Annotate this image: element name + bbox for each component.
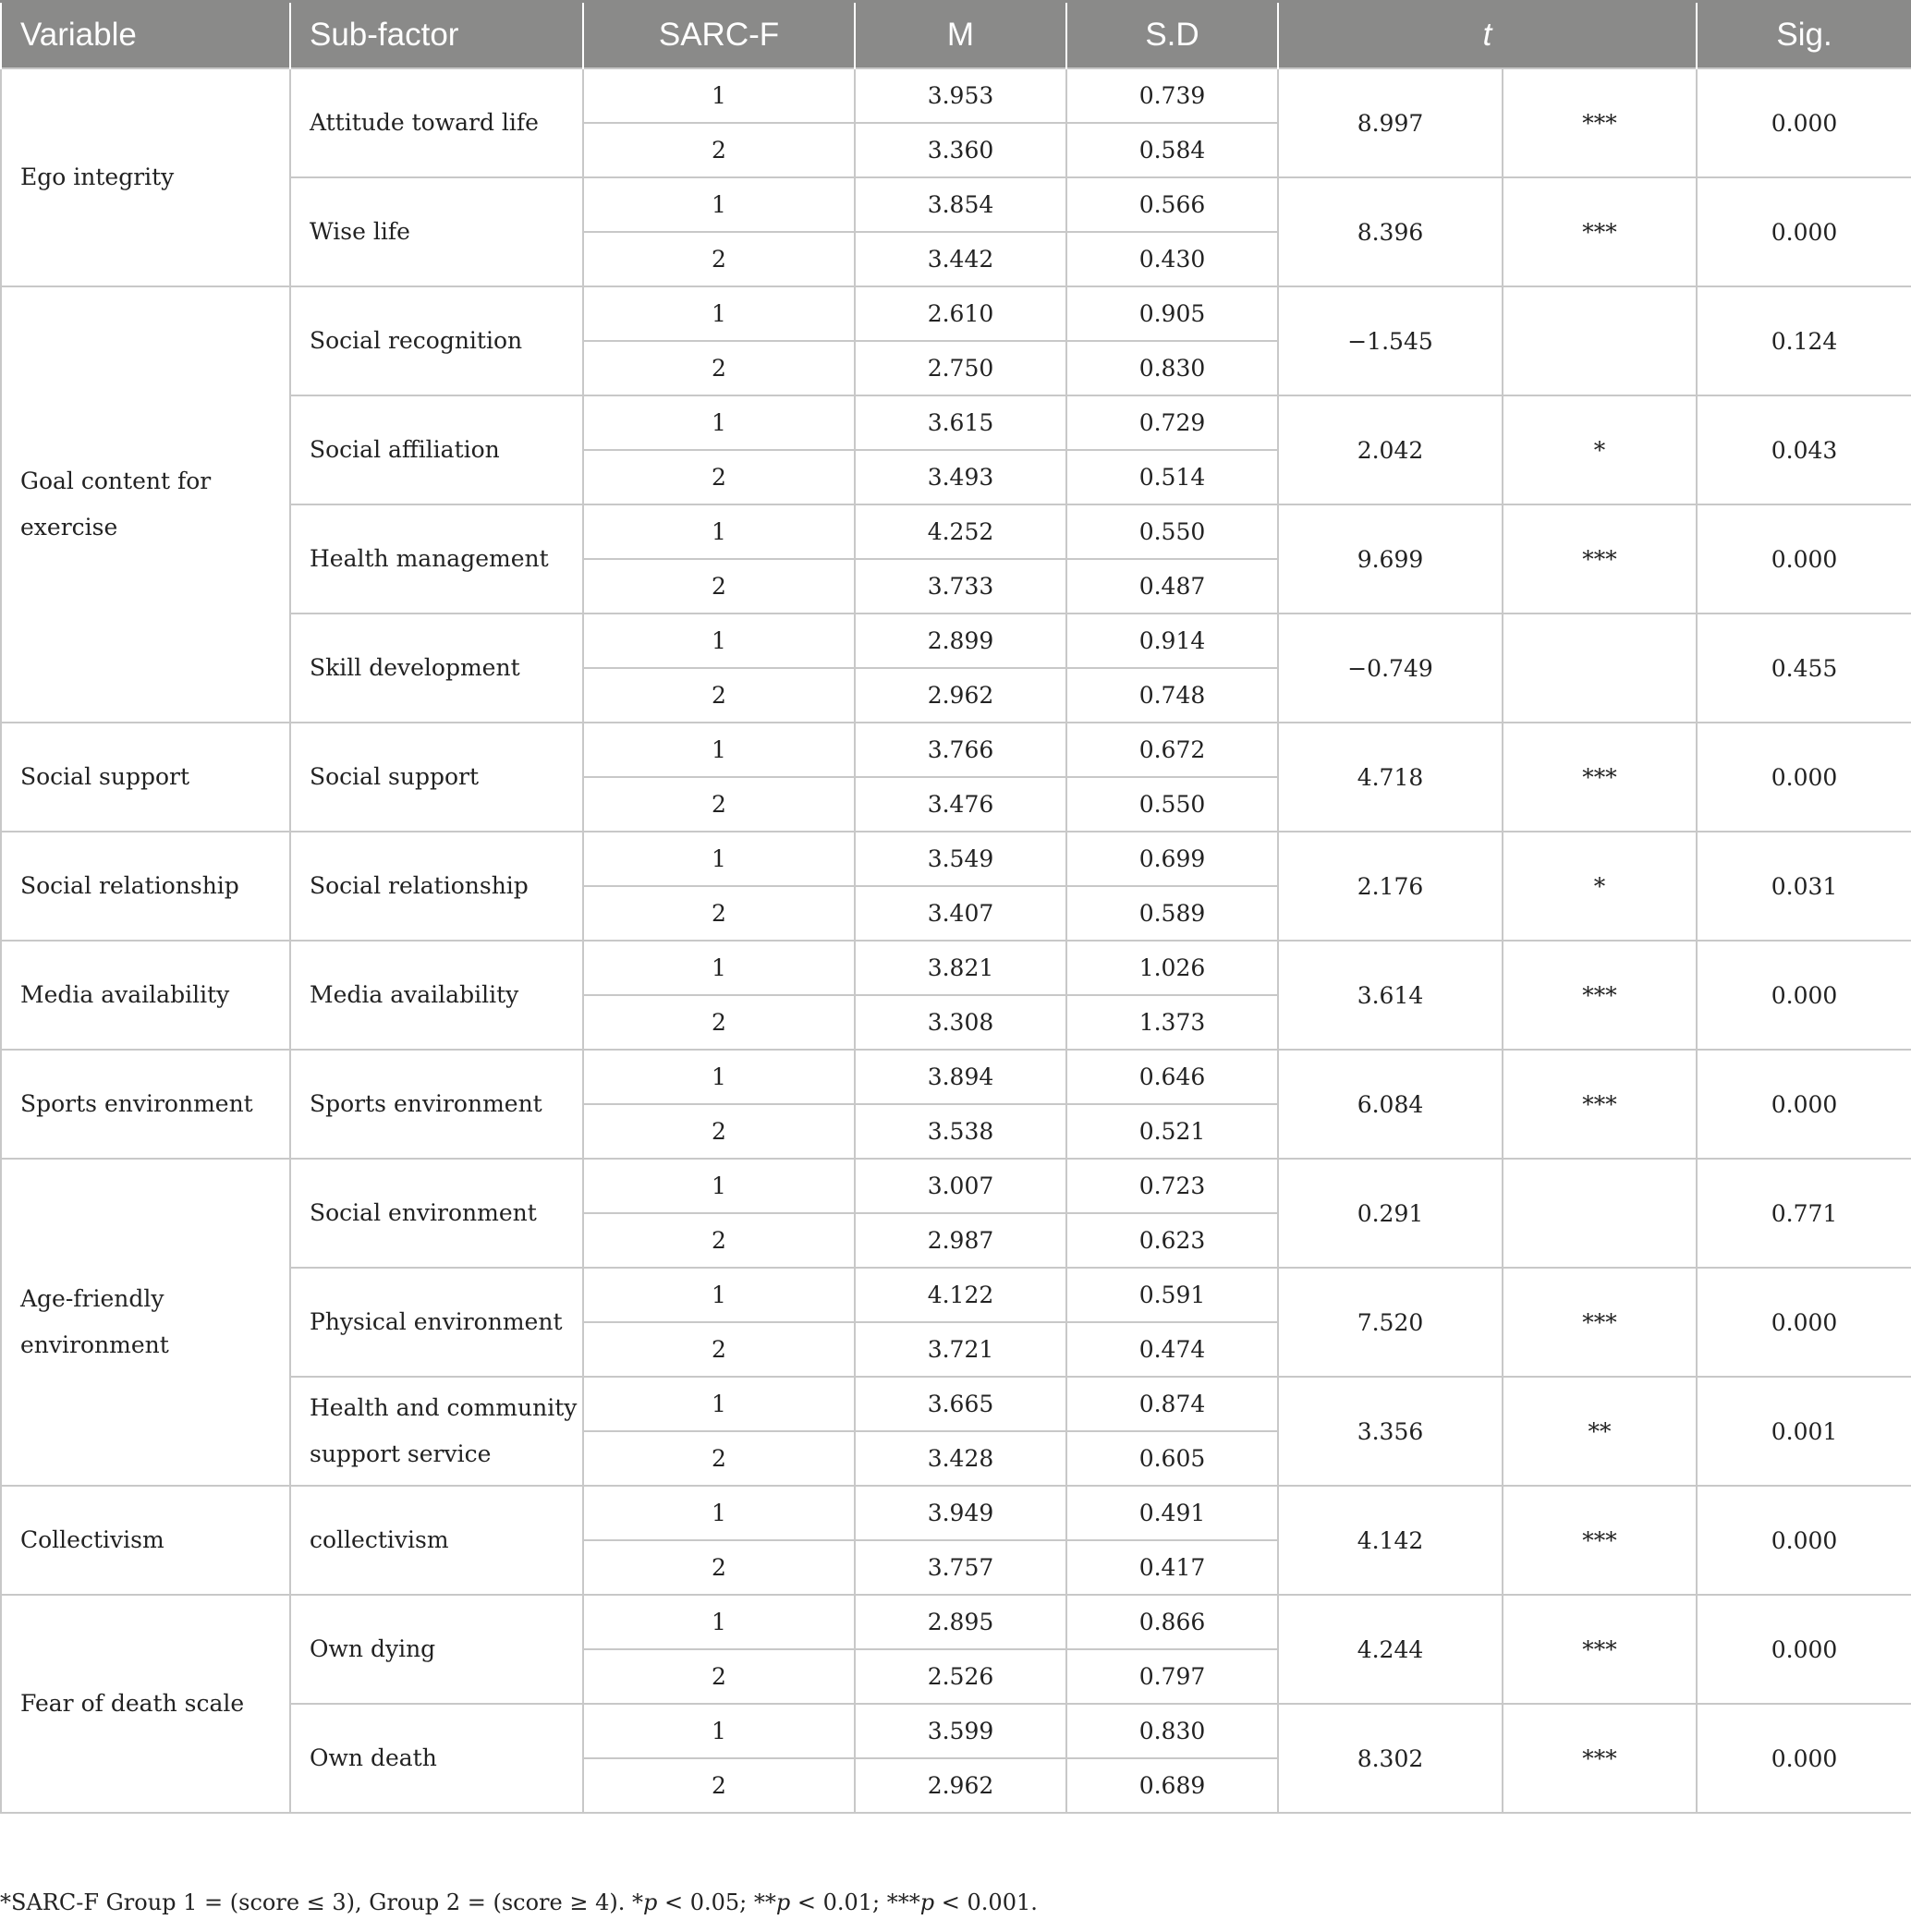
- sig-value-cell: 0.124: [1697, 286, 1911, 395]
- sarc-f-group-cell: 2: [583, 450, 855, 504]
- sub-factor-cell: Health and community support service: [290, 1377, 583, 1486]
- sd-cell: 0.830: [1066, 341, 1278, 395]
- sarc-f-group-cell: 1: [583, 723, 855, 777]
- t-value-cell: 8.396: [1278, 177, 1503, 286]
- significance-mark-cell: ***: [1503, 941, 1697, 1050]
- sd-cell: 0.491: [1066, 1486, 1278, 1540]
- sig-value-cell: 0.000: [1697, 177, 1911, 286]
- variable-cell: Social support: [1, 723, 290, 832]
- mean-cell: 3.615: [855, 395, 1066, 450]
- sd-cell: 0.874: [1066, 1377, 1278, 1431]
- sig-value-cell: 0.031: [1697, 832, 1911, 941]
- sd-cell: 0.723: [1066, 1159, 1278, 1213]
- footnote: [0, 1889, 1038, 1915]
- sarc-f-group-cell: 1: [583, 1159, 855, 1213]
- table-row: [1, 832, 1911, 886]
- mean-cell: 3.757: [855, 1540, 1066, 1595]
- header-sub-factor: Sub-factor: [290, 2, 583, 69]
- mean-cell: 3.308: [855, 995, 1066, 1050]
- sarc-f-group-cell: 2: [583, 1540, 855, 1595]
- sd-cell: 0.487: [1066, 559, 1278, 614]
- sd-cell: 0.566: [1066, 177, 1278, 232]
- t-value-cell: 3.614: [1278, 941, 1503, 1050]
- sarc-f-group-cell: 1: [583, 1595, 855, 1649]
- sd-cell: 0.584: [1066, 123, 1278, 177]
- t-value-cell: 4.244: [1278, 1595, 1503, 1704]
- significance-mark-cell: ***: [1503, 723, 1697, 832]
- sub-factor-cell: Social environment: [290, 1159, 583, 1268]
- sarc-f-group-cell: 1: [583, 395, 855, 450]
- sarc-f-group-cell: 1: [583, 832, 855, 886]
- variable-cell: Goal content for exercise: [1, 286, 290, 723]
- significance-mark-cell: *: [1503, 395, 1697, 504]
- header-t: t: [1278, 2, 1697, 69]
- sig-value-cell: 0.000: [1697, 1268, 1911, 1377]
- sd-cell: 0.521: [1066, 1104, 1278, 1159]
- footnote-text: < 0.05; **: [657, 1889, 776, 1915]
- sd-cell: 0.430: [1066, 232, 1278, 286]
- sig-value-cell: 0.455: [1697, 614, 1911, 723]
- sd-cell: 0.914: [1066, 614, 1278, 668]
- sarc-f-group-cell: 1: [583, 941, 855, 995]
- header-sd: S.D: [1066, 2, 1278, 69]
- t-value-cell: −1.545: [1278, 286, 1503, 395]
- sd-cell: 0.623: [1066, 1213, 1278, 1268]
- sig-value-cell: 0.001: [1697, 1377, 1911, 1486]
- sig-value-cell: 0.000: [1697, 1704, 1911, 1813]
- significance-mark-cell: ***: [1503, 1050, 1697, 1159]
- sub-factor-cell: Physical environment: [290, 1268, 583, 1377]
- mean-cell: 2.899: [855, 614, 1066, 668]
- t-value-cell: 6.084: [1278, 1050, 1503, 1159]
- mean-cell: 3.007: [855, 1159, 1066, 1213]
- t-value-cell: 4.718: [1278, 723, 1503, 832]
- significance-mark-cell: ***: [1503, 177, 1697, 286]
- sub-factor-cell: Attitude toward life: [290, 68, 583, 177]
- mean-cell: 3.360: [855, 123, 1066, 177]
- significance-mark-cell: ***: [1503, 1595, 1697, 1704]
- significance-mark-cell: ***: [1503, 504, 1697, 614]
- sarc-f-group-cell: 2: [583, 1322, 855, 1377]
- sd-cell: 0.514: [1066, 450, 1278, 504]
- significance-mark-cell: ***: [1503, 1704, 1697, 1813]
- mean-cell: 3.894: [855, 1050, 1066, 1104]
- sarc-f-group-cell: 2: [583, 1649, 855, 1704]
- sd-cell: 0.605: [1066, 1431, 1278, 1486]
- sarc-f-group-cell: 1: [583, 286, 855, 341]
- mean-cell: 2.610: [855, 286, 1066, 341]
- sig-value-cell: 0.000: [1697, 68, 1911, 177]
- mean-cell: 3.949: [855, 1486, 1066, 1540]
- sub-factor-cell: collectivism: [290, 1486, 583, 1595]
- significance-mark-cell: [1503, 614, 1697, 723]
- mean-cell: 3.442: [855, 232, 1066, 286]
- mean-cell: 3.599: [855, 1704, 1066, 1758]
- mean-cell: 3.733: [855, 559, 1066, 614]
- sd-cell: 0.550: [1066, 504, 1278, 559]
- sub-factor-cell: Wise life: [290, 177, 583, 286]
- sarc-f-group-cell: 1: [583, 1377, 855, 1431]
- sub-factor-cell: Own death: [290, 1704, 583, 1813]
- table-row: [1, 1159, 1911, 1213]
- mean-cell: 4.122: [855, 1268, 1066, 1322]
- mean-cell: 2.526: [855, 1649, 1066, 1704]
- t-value-cell: 3.356: [1278, 1377, 1503, 1486]
- footnote-p-symbol: p: [775, 1889, 791, 1915]
- sarc-f-group-cell: 2: [583, 1431, 855, 1486]
- header-variable: Variable: [1, 2, 290, 69]
- t-value-cell: 4.142: [1278, 1486, 1503, 1595]
- sarc-f-group-cell: 2: [583, 1758, 855, 1813]
- sd-cell: 0.797: [1066, 1649, 1278, 1704]
- sarc-f-group-cell: 2: [583, 886, 855, 941]
- sarc-f-group-cell: 2: [583, 995, 855, 1050]
- sarc-f-group-cell: 2: [583, 668, 855, 723]
- variable-cell: Collectivism: [1, 1486, 290, 1595]
- mean-cell: 3.428: [855, 1431, 1066, 1486]
- sd-cell: 0.729: [1066, 395, 1278, 450]
- footnote-text: < 0.01; ***: [790, 1889, 920, 1915]
- mean-cell: 3.721: [855, 1322, 1066, 1377]
- footnote-text: *SARC-F Group 1 = (score ≤ 3), Group 2 = (score ≥ 4). *: [0, 1889, 643, 1915]
- footnote-text: < 0.001.: [934, 1889, 1038, 1915]
- sub-factor-cell: Social affiliation: [290, 395, 583, 504]
- sub-factor-cell: Sports environment: [290, 1050, 583, 1159]
- mean-cell: 2.750: [855, 341, 1066, 395]
- sub-factor-cell: Social support: [290, 723, 583, 832]
- sd-cell: 0.589: [1066, 886, 1278, 941]
- header-m: M: [855, 2, 1066, 69]
- header-row: [1, 2, 1911, 69]
- sd-cell: 0.646: [1066, 1050, 1278, 1104]
- mean-cell: 3.821: [855, 941, 1066, 995]
- sd-cell: 0.739: [1066, 68, 1278, 123]
- sarc-f-group-cell: 2: [583, 232, 855, 286]
- significance-mark-cell: ***: [1503, 1486, 1697, 1595]
- mean-cell: 3.476: [855, 777, 1066, 832]
- sd-cell: 0.905: [1066, 286, 1278, 341]
- sd-cell: 0.748: [1066, 668, 1278, 723]
- t-value-cell: 2.176: [1278, 832, 1503, 941]
- t-value-cell: 9.699: [1278, 504, 1503, 614]
- sarc-f-group-cell: 2: [583, 1104, 855, 1159]
- table-row: [1, 941, 1911, 995]
- sig-value-cell: 0.043: [1697, 395, 1911, 504]
- sarc-f-group-cell: 1: [583, 177, 855, 232]
- t-value-cell: 2.042: [1278, 395, 1503, 504]
- sarc-f-group-cell: 1: [583, 68, 855, 123]
- significance-mark-cell: [1503, 1159, 1697, 1268]
- sd-cell: 0.866: [1066, 1595, 1278, 1649]
- mean-cell: 2.987: [855, 1213, 1066, 1268]
- sarc-f-group-cell: 1: [583, 1268, 855, 1322]
- sub-factor-cell: Social recognition: [290, 286, 583, 395]
- sig-value-cell: 0.000: [1697, 1050, 1911, 1159]
- mean-cell: 3.665: [855, 1377, 1066, 1431]
- t-value-cell: 8.997: [1278, 68, 1503, 177]
- sarc-f-group-cell: 2: [583, 123, 855, 177]
- sarc-f-group-cell: 2: [583, 777, 855, 832]
- mean-cell: 2.895: [855, 1595, 1066, 1649]
- sarc-f-group-cell: 1: [583, 504, 855, 559]
- mean-cell: 2.962: [855, 668, 1066, 723]
- mean-cell: 3.538: [855, 1104, 1066, 1159]
- sd-cell: 0.474: [1066, 1322, 1278, 1377]
- sarc-f-group-cell: 2: [583, 341, 855, 395]
- significance-mark-cell: [1503, 286, 1697, 395]
- sd-cell: 0.417: [1066, 1540, 1278, 1595]
- t-value-cell: 8.302: [1278, 1704, 1503, 1813]
- variable-cell: Fear of death scale: [1, 1595, 290, 1813]
- table-row: [1, 1050, 1911, 1104]
- sarc-f-group-cell: 1: [583, 1486, 855, 1540]
- mean-cell: 3.549: [855, 832, 1066, 886]
- sarc-f-group-cell: 2: [583, 1213, 855, 1268]
- sarc-f-group-cell: 1: [583, 1704, 855, 1758]
- table-row: [1, 1595, 1911, 1649]
- mean-cell: 3.854: [855, 177, 1066, 232]
- significance-mark-cell: ***: [1503, 1268, 1697, 1377]
- sarc-f-group-cell: 1: [583, 1050, 855, 1104]
- header-sarc-f: SARC-F: [583, 2, 855, 69]
- sd-cell: 0.550: [1066, 777, 1278, 832]
- sarc-f-group-cell: 2: [583, 559, 855, 614]
- footnote-p-symbol: p: [642, 1889, 658, 1915]
- sub-factor-cell: Own dying: [290, 1595, 583, 1704]
- sub-factor-cell: Health management: [290, 504, 583, 614]
- sub-factor-cell: Social relationship: [290, 832, 583, 941]
- t-value-cell: −0.749: [1278, 614, 1503, 723]
- sig-value-cell: 0.000: [1697, 941, 1911, 1050]
- variable-cell: Age-friendly environment: [1, 1159, 290, 1486]
- table-row: [1, 286, 1911, 341]
- mean-cell: 3.493: [855, 450, 1066, 504]
- t-value-cell: 0.291: [1278, 1159, 1503, 1268]
- sig-value-cell: 0.000: [1697, 504, 1911, 614]
- header-sig: Sig.: [1697, 2, 1911, 69]
- mean-cell: 3.766: [855, 723, 1066, 777]
- sd-cell: 1.026: [1066, 941, 1278, 995]
- sig-value-cell: 0.000: [1697, 1486, 1911, 1595]
- sig-value-cell: 0.000: [1697, 1595, 1911, 1704]
- significance-mark-cell: *: [1503, 832, 1697, 941]
- sd-cell: 0.672: [1066, 723, 1278, 777]
- mean-cell: 3.953: [855, 68, 1066, 123]
- sd-cell: 0.830: [1066, 1704, 1278, 1758]
- sub-factor-cell: Media availability: [290, 941, 583, 1050]
- mean-cell: 3.407: [855, 886, 1066, 941]
- mean-cell: 2.962: [855, 1758, 1066, 1813]
- significance-mark-cell: **: [1503, 1377, 1697, 1486]
- variable-cell: Ego integrity: [1, 68, 290, 286]
- t-value-cell: 7.520: [1278, 1268, 1503, 1377]
- sd-cell: 1.373: [1066, 995, 1278, 1050]
- table-row: [1, 1486, 1911, 1540]
- table-row: [1, 68, 1911, 123]
- sig-value-cell: 0.771: [1697, 1159, 1911, 1268]
- variable-cell: Sports environment: [1, 1050, 290, 1159]
- footnote-p-symbol: p: [919, 1889, 935, 1915]
- sarc-f-group-cell: 1: [583, 614, 855, 668]
- sd-cell: 0.689: [1066, 1758, 1278, 1813]
- mean-cell: 4.252: [855, 504, 1066, 559]
- sub-factor-cell: Skill development: [290, 614, 583, 723]
- sig-value-cell: 0.000: [1697, 723, 1911, 832]
- variable-cell: Social relationship: [1, 832, 290, 941]
- sd-cell: 0.591: [1066, 1268, 1278, 1322]
- sd-cell: 0.699: [1066, 832, 1278, 886]
- table-body: [1, 68, 1911, 1813]
- variable-cell: Media availability: [1, 941, 290, 1050]
- table-row: [1, 723, 1911, 777]
- significance-mark-cell: ***: [1503, 68, 1697, 177]
